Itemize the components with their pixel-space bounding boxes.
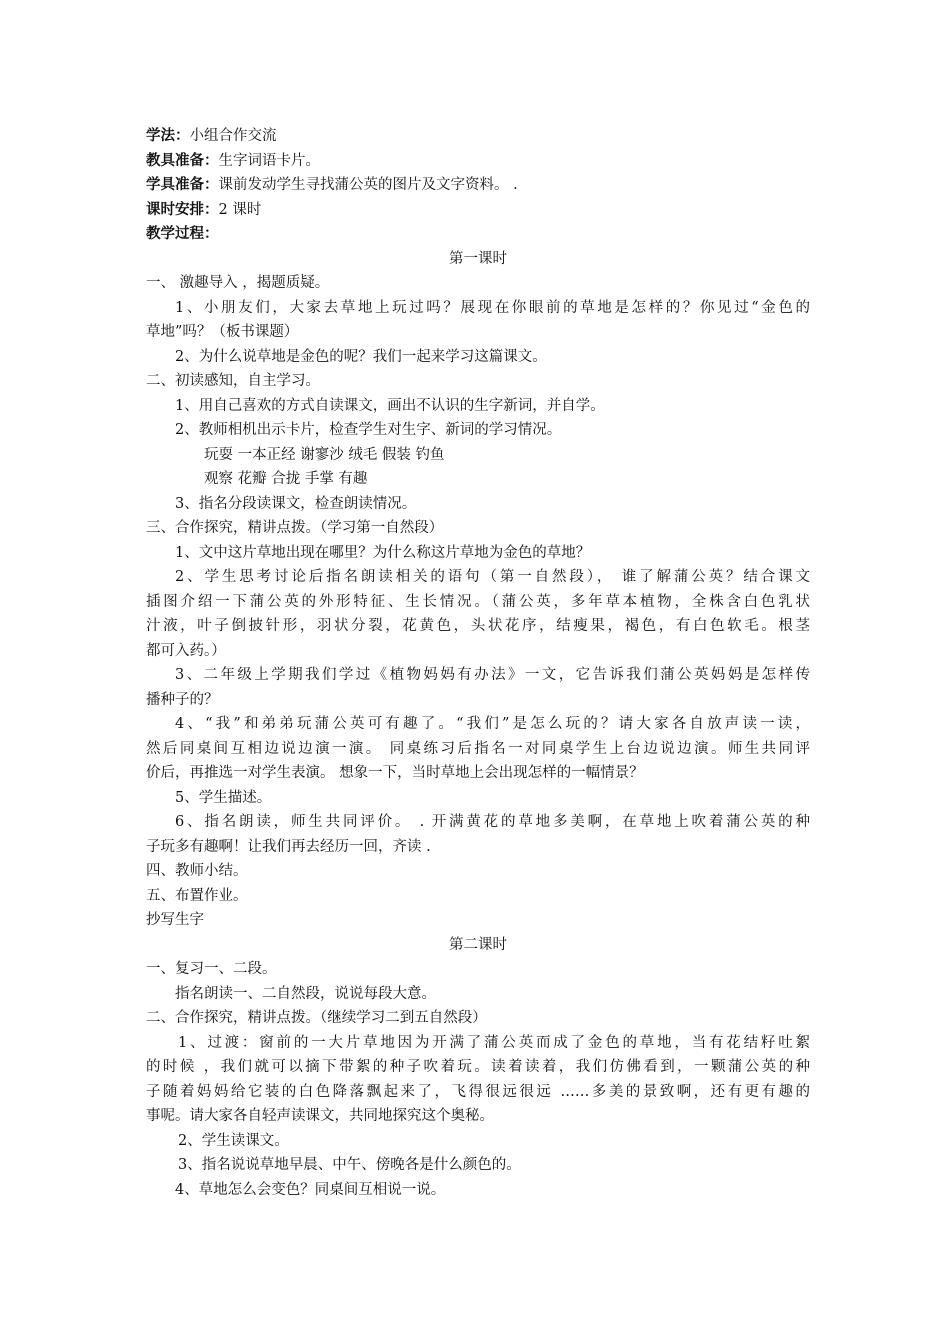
- paragraph-line: 二、初读感知，自主学习。: [146, 373, 320, 389]
- paragraph-line: 1、小朋友们，大家去草地上玩过吗？展现在你眼前的草地是怎样的？你见过“金色的: [175, 299, 810, 316]
- paragraph-line: 的时候 ，我们就可以摘下带絮的种子吹着玩。读着读着，我们仿佛看到，一颗蒲公英的种: [146, 1059, 810, 1075]
- schedule-label: 课时安排：: [146, 201, 219, 218]
- paragraph-line: 2、学生思考讨论后指名朗读相关的语句（第一自然段）， 谁了解蒲公英？结合课文: [175, 569, 810, 585]
- teaching-aids-label: 教具准备：: [146, 152, 219, 169]
- paragraph-line: 2、教师相机出示卡片，检查学生对生字、新词的学习情况。: [175, 422, 562, 438]
- paragraph-line: 1、过渡：窗前的一大片草地因为开满了蒲公英而成了金色的草地，当有花结籽吐絮: [178, 1034, 810, 1051]
- paragraph-line: 汁液，叶子倒披针形，羽状分裂，花黄色，头状花序，结瘦果，褐色，有白色软毛。根茎: [146, 618, 810, 634]
- teaching-aids-value: 生字词语卡片。: [218, 152, 320, 169]
- learning-aids-value: 课前发动学生寻找蒲公英的图片及文字资料。 .: [218, 177, 518, 193]
- paragraph-line: 1、用自己喜欢的方式自读课文，画出不认识的生字新词，并自学。: [175, 397, 605, 414]
- document-page: [146, 124, 810, 1202]
- vocab-line: 观察 花瓣 合拢 手掌 有趣: [204, 471, 368, 487]
- lesson2-title: 第二课时: [449, 936, 507, 953]
- paragraph-line: 1、文中这片草地出现在哪里？为什么称这片草地为金色的草地？: [175, 544, 591, 561]
- paragraph-line: 一、 激趣导入 ，揭题质疑。: [146, 275, 330, 291]
- paragraph-line: 子随着妈妈给它装的白色降落飘起来了，飞得很远很远 ……多美的景致啊，还有更有趣的: [146, 1083, 810, 1100]
- paragraph-line: 都可入药。）: [146, 642, 226, 659]
- process-label: 教学过程：: [146, 226, 219, 242]
- teaching-aids-line: [146, 149, 810, 174]
- paragraph-line: 草地”吗？（板书课题）: [146, 324, 299, 340]
- paragraph-line: 二、合作探究，精讲点拨。（继续学习二到五自然段）: [146, 1010, 487, 1026]
- paragraph-line: 4、草地怎么会变色？同桌间互相说一说。: [175, 1181, 446, 1198]
- schedule-line: [146, 198, 810, 223]
- lesson1-title: 第一课时: [449, 250, 507, 267]
- schedule-value: 2 课时: [218, 201, 262, 218]
- paragraph-line: 一、复习一、二段。: [146, 961, 277, 977]
- paragraph-line: 指名朗读一、二自然段，说说每段大意。: [175, 985, 436, 1002]
- paragraph-line: 2、为什么说草地是金色的呢？我们一起来学习这篇课文。: [175, 348, 547, 365]
- study-method-value: 小组合作交流: [189, 128, 277, 144]
- paragraph-line: 四、教师小结。: [146, 863, 248, 879]
- paragraph-line: 播种子的？: [146, 691, 219, 708]
- paragraph-line: 4、“我”和弟弟玩蒲公英可有趣了。“我们”是怎么玩的？请大家各自放声读一读，: [175, 716, 810, 732]
- paragraph-line: 3、指名说说草地早晨、中午、傍晚各是什么颜色的。: [178, 1157, 521, 1173]
- paragraph-line: 子玩多有趣啊！让我们再去经历一回，齐读 .: [146, 838, 431, 855]
- paragraph-line: 五、布置作业。: [146, 887, 248, 904]
- paragraph-line: 价后，再推选一对学生表演。 想象一下，当时草地上会出现怎样的一幅情景？: [146, 765, 644, 781]
- paragraph-line: 6、指名朗读，师生共同评价。 . 开满黄花的草地多美啊，在草地上吹着蒲公英的种: [175, 814, 810, 830]
- learning-aids-line: [146, 173, 810, 198]
- paragraph-line: 3、指名分段读课文，检查朗读情况。: [175, 495, 417, 512]
- paragraph-line: 三、合作探究，精讲点拨。（学习第一自然段）: [146, 520, 444, 536]
- study-method-label: 学法：: [146, 128, 190, 144]
- process-line: [146, 222, 810, 247]
- learning-aids-label: 学具准备：: [146, 177, 219, 193]
- paragraph-line: 3、二年级上学期我们学过《植物妈妈有办法》一文，它告诉我们蒲公英妈妈是怎样传: [175, 667, 810, 683]
- paragraph-line: 5、学生描述。: [175, 789, 272, 806]
- study-method-line: [146, 124, 810, 149]
- paragraph-line: 插图介绍一下蒲公英的外形特征、生长情况。（蒲公英，多年草本植物，全株含白色乳状: [146, 593, 810, 610]
- paragraph-line: 事呢。请大家各自轻声读课文，共同地探究这个奥秘。: [146, 1108, 494, 1124]
- paragraph-line: 2、学生读课文。: [178, 1132, 289, 1149]
- paragraph-line: 抄写生字: [146, 912, 204, 928]
- vocab-line: 玩耍 一本正经 谢寥沙 绒毛 假装 钓鱼: [204, 446, 445, 463]
- paragraph-line: 然后同桌间互相边说边演一演。 同桌练习后指名一对同桌学生上台边说边演。师生共同评: [146, 740, 810, 757]
